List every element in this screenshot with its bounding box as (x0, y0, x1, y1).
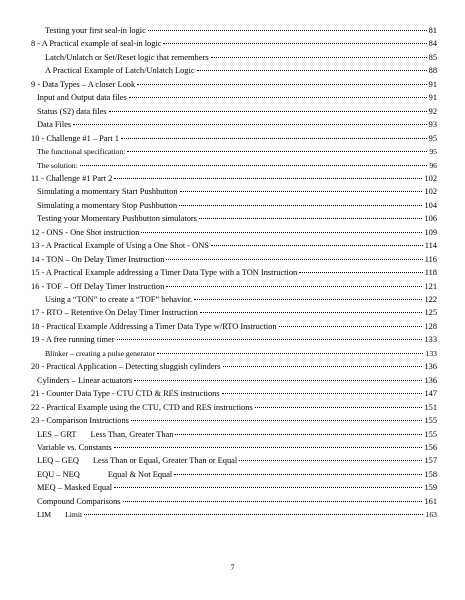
toc-entry[interactable] (31, 37, 437, 51)
toc-entry[interactable] (31, 132, 437, 146)
toc-row (0, 266, 465, 280)
toc-row (0, 239, 465, 253)
toc-row (0, 374, 465, 388)
toc-entry-page: 109 (424, 227, 437, 237)
toc-row (0, 293, 465, 307)
toc-entry-title: Testing your first seal-in logic (45, 26, 146, 35)
toc-entry-title: LIM (37, 510, 52, 520)
toc-row (0, 185, 465, 199)
toc-entry[interactable] (45, 24, 437, 38)
toc-entry[interactable] (31, 360, 437, 374)
dot-leader (211, 245, 423, 246)
toc-entry-title: Compound Comparisons (37, 496, 121, 506)
toc-entry-page: 158 (424, 469, 437, 479)
toc-row (0, 212, 465, 226)
toc-entry[interactable] (45, 51, 437, 65)
dot-leader (137, 84, 426, 85)
toc-entry-subtitle: Limit (65, 510, 83, 520)
toc-entry-page: 118 (424, 268, 437, 278)
toc-row (0, 481, 465, 495)
toc-entry-title: Using a “TON” to create a “TOF” behavior. (45, 295, 193, 304)
toc-entry-subtitle: Less Than, Greater Than (90, 429, 174, 439)
dot-leader (127, 151, 427, 152)
toc-row (0, 64, 465, 78)
page-number: 7 (230, 563, 235, 572)
toc-row (0, 37, 465, 51)
dot-leader (123, 501, 423, 502)
toc-row (0, 78, 465, 92)
toc-entry[interactable] (37, 199, 437, 213)
toc-entry[interactable] (37, 454, 437, 468)
toc-entry-title: Latch/Unlatch or Set/Reset logic that remembers (45, 52, 209, 62)
dot-leader (148, 30, 427, 31)
toc-entry[interactable] (37, 159, 437, 173)
dot-leader (255, 407, 423, 408)
toc-entry-title: 9 - Data Types – A closer Look (31, 79, 136, 89)
toc-entry-title: Variable vs. Constants (37, 442, 112, 452)
toc-entry-page: 163 (425, 510, 437, 520)
toc-row (0, 51, 465, 65)
toc-row (0, 199, 465, 213)
toc-entry-title: Status (S2) data files (37, 106, 107, 116)
dot-leader (175, 434, 422, 435)
toc-entry-title: Simulating a momentary Start Pushbutton (37, 187, 178, 197)
toc-entry-page: 122 (424, 295, 437, 304)
toc-row (0, 360, 465, 374)
toc-entry[interactable] (37, 508, 437, 522)
toc-entry-page: 85 (428, 52, 437, 62)
dot-leader (223, 366, 423, 367)
toc-entry[interactable] (45, 64, 437, 78)
toc-entry[interactable] (37, 105, 437, 119)
dot-leader (163, 43, 426, 44)
toc-entry-title: The functional specification: (37, 147, 126, 157)
toc-entry[interactable] (31, 266, 437, 280)
toc-row (0, 468, 465, 482)
dot-leader (200, 312, 423, 313)
toc-entry[interactable] (37, 495, 437, 509)
toc-entry-title: Blinker – creating a pulse generator (45, 348, 155, 358)
dot-leader (197, 70, 427, 71)
toc-row (0, 320, 465, 334)
dot-leader (279, 326, 423, 327)
toc-entry-page: 133 (425, 348, 437, 358)
toc-entry-page: 161 (424, 496, 437, 506)
toc-entry-page: 81 (428, 26, 437, 35)
toc-entry-title: The solution: (37, 160, 78, 170)
toc-entry-page: 157 (424, 456, 437, 466)
toc-entry-page: 104 (424, 200, 437, 210)
dot-leader (166, 259, 422, 260)
toc-entry-subtitle: Equal & Not Equal (107, 469, 173, 479)
dot-leader (174, 474, 422, 475)
toc-entry-title: EQU – NEQ (37, 469, 80, 479)
toc-entry-page: 125 (424, 308, 437, 318)
toc-entry-title: 12 - ONS - One Shot instruction (31, 227, 140, 237)
dot-leader (199, 218, 423, 219)
toc-row (0, 91, 465, 105)
toc-row (0, 414, 465, 428)
toc-entry[interactable] (37, 185, 437, 199)
toc-entry-page: 128 (424, 321, 437, 331)
toc-row (0, 24, 465, 38)
toc-row (0, 428, 465, 442)
toc-row (0, 145, 465, 159)
dot-leader (166, 286, 422, 287)
dot-leader (299, 272, 423, 273)
toc-entry-page: 102 (424, 173, 437, 183)
toc-entry[interactable] (31, 387, 437, 401)
toc-entry[interactable] (31, 78, 437, 92)
toc-entry-title: LES – GRT (37, 429, 77, 439)
toc-entry[interactable] (31, 333, 437, 347)
toc-entry-title: 21 - Counter Data Type - CTU CTD & RES instructions (31, 389, 220, 399)
toc-entry-subtitle: Less Than or Equal, Greater Than or Equal (92, 456, 238, 466)
toc-entry[interactable] (45, 293, 437, 307)
toc-entry[interactable] (37, 428, 437, 442)
toc-entry-page: 93 (428, 120, 437, 130)
dot-leader (211, 57, 427, 58)
toc-entry-page: 114 (424, 241, 437, 251)
toc-entry[interactable] (31, 172, 437, 186)
toc-entry-page: 91 (428, 93, 437, 103)
toc-entry[interactable] (31, 280, 437, 294)
toc-row (0, 495, 465, 509)
toc-entry-title: LEQ – GEQ (37, 456, 79, 466)
toc-row (0, 508, 465, 522)
toc-entry-page: 95 (429, 147, 437, 157)
toc-entry-title: Input and Output data files (37, 93, 127, 103)
dot-leader (121, 138, 427, 139)
toc-entry-page: 133 (424, 335, 437, 345)
toc-entry-page: 136 (424, 375, 437, 385)
dot-leader (114, 487, 422, 488)
toc-row (0, 226, 465, 240)
toc-entry-title: 15 - A Practical Example addressing a Timer Data Type with a TON Instruction (31, 268, 298, 278)
toc-entry-title: 13 - A Practical Example of Using a One Shot - ONS (31, 241, 209, 251)
toc-entry-title: 18 - Practical Example Addressing a Timer Data Type w/RTO Instruction (31, 321, 277, 331)
toc-entry-page: 121 (424, 281, 437, 291)
toc-row (0, 253, 465, 267)
toc-entry-title: 22 - Practical Example using the CTU, CTD and RES instructions (31, 402, 253, 412)
toc-entry-page: 88 (428, 66, 437, 76)
toc-row (0, 401, 465, 415)
dot-leader (134, 380, 422, 381)
dot-leader (84, 514, 423, 515)
toc-entry[interactable] (37, 481, 437, 495)
toc-entry[interactable] (45, 347, 437, 361)
toc-entry-page: 155 (424, 429, 437, 439)
toc-entry-title: 10 - Challenge #1 – Part 1 (31, 133, 119, 143)
toc-entry-title: 16 - TOF – Off Delay Timer Instruction (31, 281, 165, 291)
toc-entry-title: MEQ – Masked Equal (37, 483, 113, 493)
toc-row (0, 454, 465, 468)
dot-leader (222, 393, 423, 394)
dot-leader (114, 447, 423, 448)
toc-entry[interactable] (37, 145, 437, 159)
toc-row (0, 159, 465, 173)
dot-leader (73, 124, 426, 125)
dot-leader (179, 205, 422, 206)
toc-entry-title: 8 - A Practical example of seal-in logic (31, 39, 162, 49)
toc-entry-page: 96 (429, 160, 437, 170)
toc-entry[interactable] (31, 401, 437, 415)
toc-entry[interactable] (37, 468, 437, 482)
toc-entry-page: 156 (424, 442, 437, 452)
toc-entry-title: Data Files (37, 120, 72, 130)
dot-leader (131, 420, 423, 421)
toc-entry[interactable] (31, 253, 437, 267)
toc-row (0, 132, 465, 146)
toc-entry-title: Testing your Momentary Pushbutton simulators (37, 214, 197, 224)
dot-leader (194, 299, 422, 300)
toc-row (0, 333, 465, 347)
toc-entry-page: 91 (428, 79, 437, 89)
dot-leader (239, 460, 422, 461)
toc-entry-title: 14 - TON – On Delay Timer Instruction (31, 254, 165, 264)
toc-entry[interactable] (31, 239, 437, 253)
toc-entry-page: 136 (424, 362, 437, 372)
toc-row (0, 441, 465, 455)
toc-entry-page: 95 (428, 133, 437, 143)
dot-leader (157, 353, 424, 354)
toc-entry[interactable] (31, 414, 437, 428)
toc-entry-page: 106 (424, 214, 437, 224)
toc-entry-title: 20 - Practical Application – Detecting sluggish cylinders (31, 362, 221, 372)
toc-row (0, 347, 465, 361)
toc-entry-page: 84 (428, 39, 437, 49)
toc-entry-title: A Practical Example of Latch/Unlatch Logic (45, 66, 195, 76)
dot-leader (109, 111, 427, 112)
toc-row (0, 306, 465, 320)
toc-row (0, 280, 465, 294)
dot-leader (180, 191, 423, 192)
toc-entry-page: 159 (424, 483, 437, 493)
toc-entry[interactable] (37, 212, 437, 226)
toc-entry-page: 102 (424, 187, 437, 197)
toc-row (0, 118, 465, 132)
dot-leader (80, 165, 428, 166)
toc-entry[interactable] (37, 441, 437, 455)
toc-entry-title: 19 - A free running timer (31, 335, 115, 345)
toc-entry-title: 11 - Challenge #1 Part 2 (31, 173, 113, 183)
toc-entry-page: 151 (424, 402, 437, 412)
toc-entry-page: 116 (424, 254, 437, 264)
dot-leader (141, 232, 422, 233)
toc-entry[interactable] (31, 226, 437, 240)
toc-entry-page: 147 (424, 389, 437, 399)
toc-entry-title: Simulating a momentary Stop Pushbutton (37, 200, 178, 210)
toc-entry-title: 23 - Comparison Instructions (31, 416, 129, 426)
toc-entry-page: 92 (428, 106, 437, 116)
toc-entry-title: 17 - RTO – Retentive On Delay Timer Instruction (31, 308, 198, 318)
toc-row (0, 387, 465, 401)
toc-row (0, 105, 465, 119)
dot-leader (129, 97, 427, 98)
toc-entry-page: 155 (424, 416, 437, 426)
toc-entry[interactable] (37, 118, 437, 132)
toc-entry[interactable] (31, 306, 437, 320)
dot-leader (117, 339, 423, 340)
toc-row (0, 172, 465, 186)
toc-entry[interactable] (31, 320, 437, 334)
dot-leader (114, 178, 422, 179)
toc-entry-title: Cylinders – Linear actuators (37, 375, 133, 385)
toc-entry[interactable] (37, 91, 437, 105)
toc-entry[interactable] (37, 374, 437, 388)
